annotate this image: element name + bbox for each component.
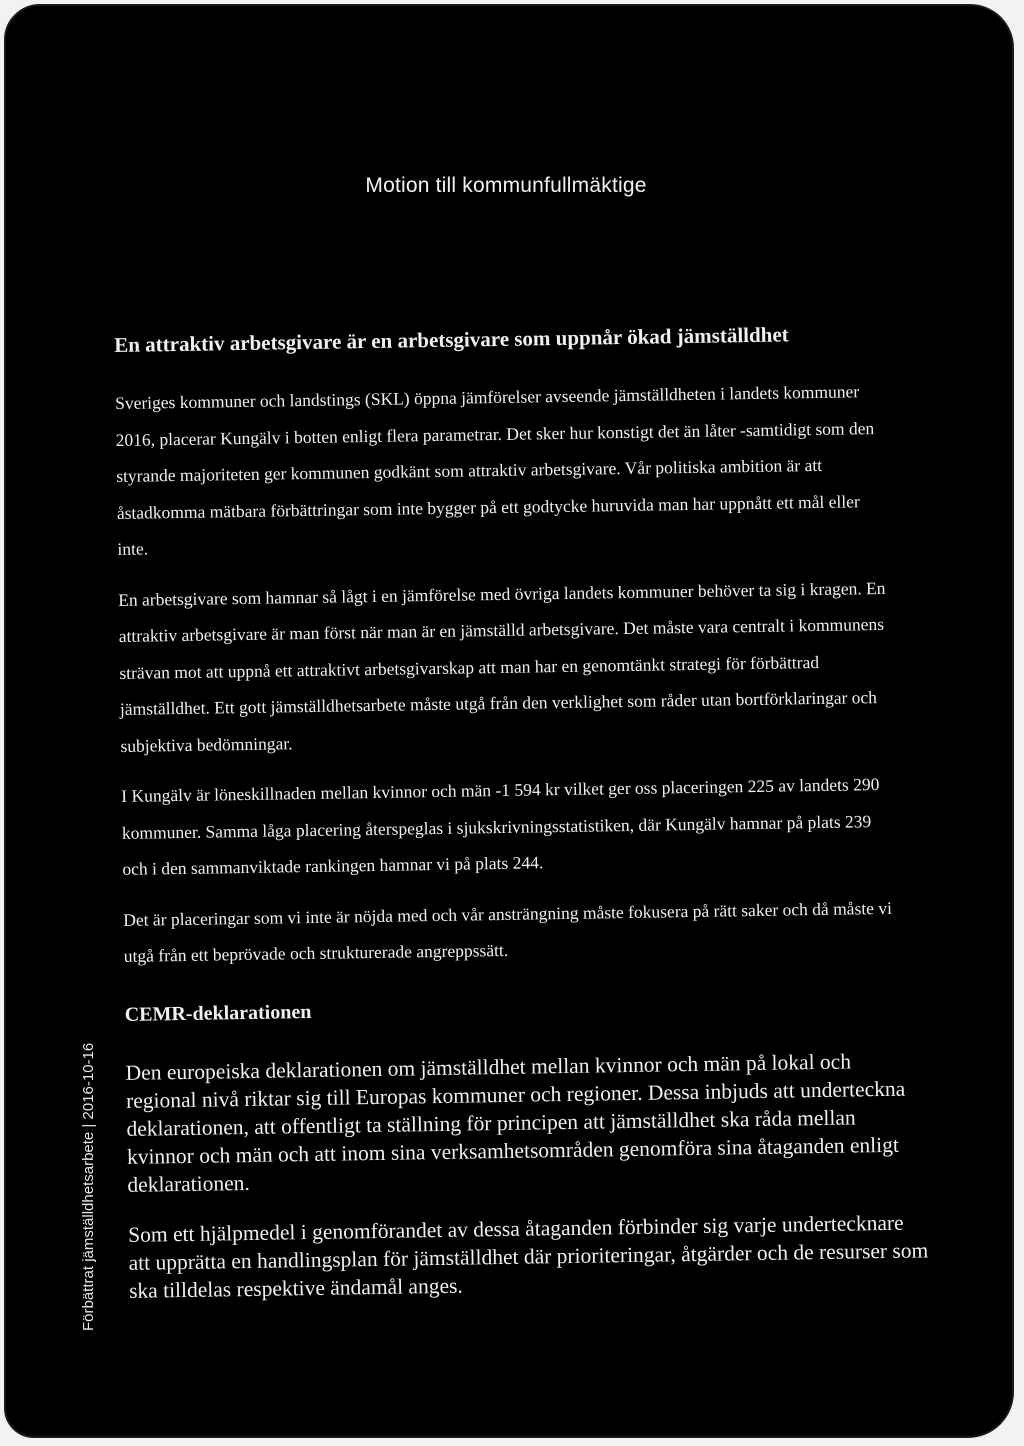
paragraph: En arbetsgivare som hamnar så lågt i en jämförelse med övriga landets kommuner behöver ta sig i kragen. En attraktiv arbetsgivare är man först när man är en jämställd arbetsgivare. Det måste vara centralt i kommunens strävan mot att uppnå ett attraktivt arbetsgivarskap att man har en genomtänkt strategi för förbättrad jämställdhet. Ett gott jämställdhetsarbete måste utgå från den verklighet som råder utan bortförklaringar och subjektiva bedömningar. <box>118 577 886 756</box>
paragraph: Som ett hjälpmedel i genomförandet av dessa åtaganden förbinder sig varje undertecknare att upprätta en handlingsplan för jämställdhet där prioriteringar, åtgärder och de resurser som ska tilldelas respektive ändamål anges. <box>128 1210 929 1303</box>
document-body <box>114 318 930 1326</box>
document-title: Motion till kommunfullmäktige <box>365 174 647 197</box>
paragraph: Det är placeringar som vi inte är nöjda med och vår ansträngning måste fokusera på rätt saker och då måste vi utgå från ett beprövade och strukturerade angreppssätt. <box>123 897 893 966</box>
section-heading: En attraktiv arbetsgivare är en arbetsgivare som uppnår ökad jämställdhet <box>114 322 789 357</box>
paragraph: Sveriges kommuner och landstings (SKL) öppna jämförelser avseende jämställdheten i landets kommuner 2016, placerar Kungälv i botten enligt flera parametrar. Det sker hur konstigt det än låter -samtidigt som den styrande majoriteten ger kommunen godkänt som attraktiv arbetsgivare. Vår politiska ambition är att åstadkomma mätbara förbättringar som inte bygger på ett godtycke huruvida man har uppnått ett mål eller inte. <box>114 381 875 559</box>
document-frame <box>4 4 1014 1438</box>
paragraph: I Kungälv är löneskillnaden mellan kvinnor och män -1 594 kr vilket ger oss placeringen 225 av landets 290 kommuner. Samma låga placering återspeglas i sjukskrivningsstatistiken, där Kungälv hamnar på plats 239 och i den sammanviktade rankingen hamnar vi på plats 244. <box>121 774 880 879</box>
paragraph: Den europeiska deklarationen om jämställdhet mellan kvinnor och män på lokal och regional nivå riktar sig till Europas kommuner och regioner. Dessa inbjuds att underteckna deklarationen, att offentligt ta ställning för principen att jämställdhet ska råda mellan kvinnor och män och att inom sina verksamhetsområden genomföra sina åtaganden enligt deklarationen. <box>125 1049 906 1197</box>
section-heading: CEMR-deklarationen <box>124 1000 312 1026</box>
side-footer-label: Förbättrat jämställdhetsarbete | 2016-10-16 <box>80 1042 97 1331</box>
